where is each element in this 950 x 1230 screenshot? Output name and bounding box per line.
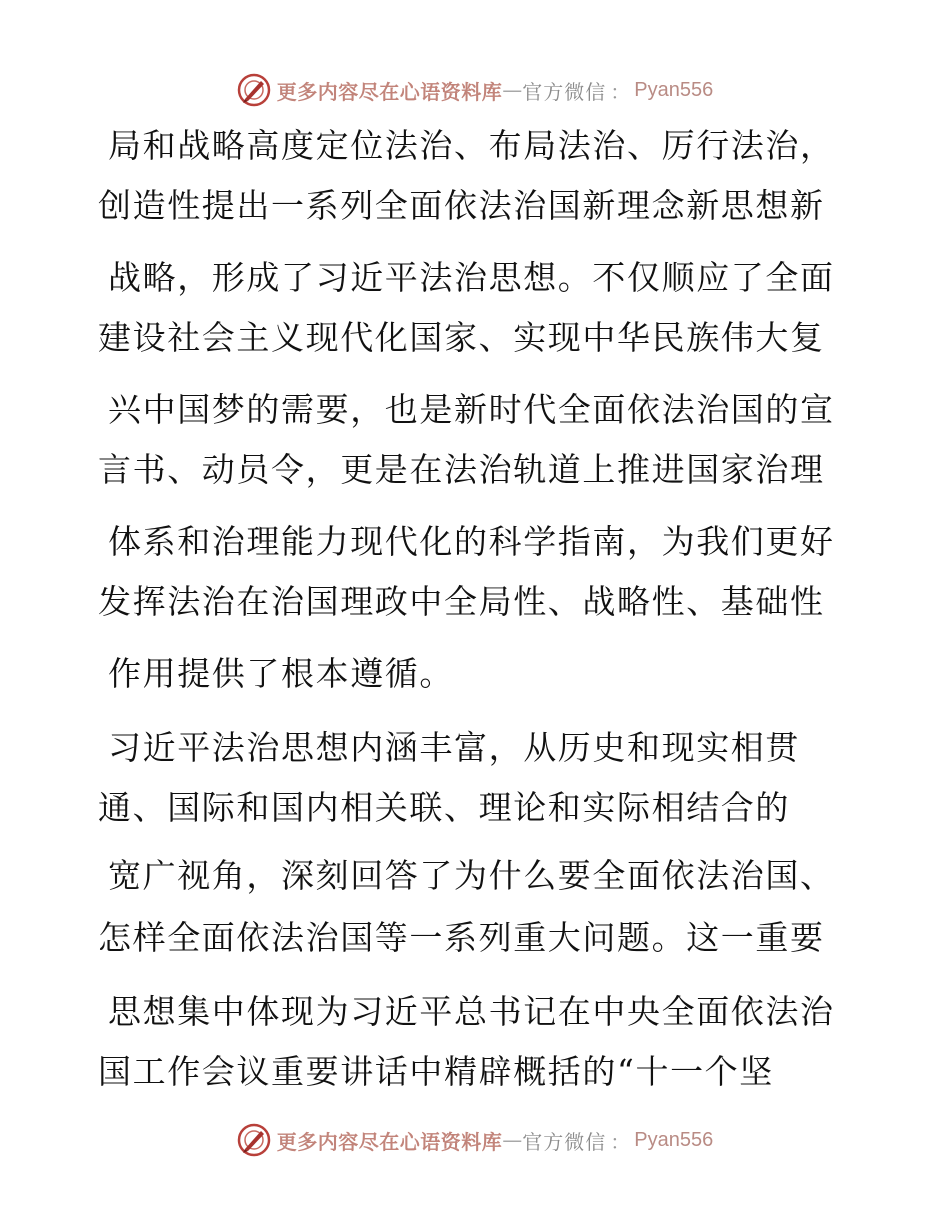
banner-wechat-id: Pyan556: [634, 1128, 714, 1151]
banner-sub: 官方微信: [522, 79, 607, 104]
text-line: 局和战略高度定位法治、布局法治、厉行法治，: [108, 126, 835, 165]
text-line: 体系和治理能力现代化的科学指南，为我们更好: [108, 522, 835, 561]
pen-logo-icon: [237, 1123, 271, 1157]
banner-sub: 官方微信: [522, 1129, 607, 1154]
banner-sep: ：: [610, 79, 631, 104]
footer-banner: [0, 1120, 950, 1160]
text-line: 通、国际和国内相关联、理论和实际相结合的: [98, 788, 790, 827]
text-line: 战略，形成了习近平法治思想。不仅顺应了全面: [108, 258, 835, 297]
text-line: 习近平法治思想内涵丰富，从历史和现实相贯: [108, 728, 800, 767]
text-line: 兴中国梦的需要，也是新时代全面依法治国的宣: [108, 390, 835, 429]
text-line: 怎样全面依法治国等一系列重大问题。这一重要: [98, 918, 825, 957]
banner-dash: —: [502, 78, 523, 102]
text-line: 创造性提出一系列全面依法治国新理念新思想新: [98, 186, 825, 225]
text-line: 思想集中体现为习近平总书记在中央全面依法治: [108, 992, 835, 1031]
text-line: 国工作会议重要讲话中精辟概括的“十一个坚: [98, 1052, 774, 1091]
text-line: 作用提供了根本遵循。: [108, 654, 454, 693]
banner-sep: ：: [610, 1129, 631, 1154]
text-line: 宽广视角，深刻回答了为什么要全面依法治国、: [108, 856, 835, 895]
text-line: 言书、动员令，更是在法治轨道上推进国家治理: [98, 450, 825, 489]
banner-wechat-id: Pyan556: [634, 78, 714, 101]
banner-dash: —: [502, 1128, 523, 1152]
text-line: 建设社会主义现代化国家、实现中华民族伟大复: [98, 318, 825, 357]
banner-text: 更多内容尽在心语资料库: [276, 1129, 503, 1154]
banner-text: 更多内容尽在心语资料库: [276, 79, 503, 104]
text-line: 发挥法治在治国理政中全局性、战略性、基础性: [98, 582, 825, 621]
